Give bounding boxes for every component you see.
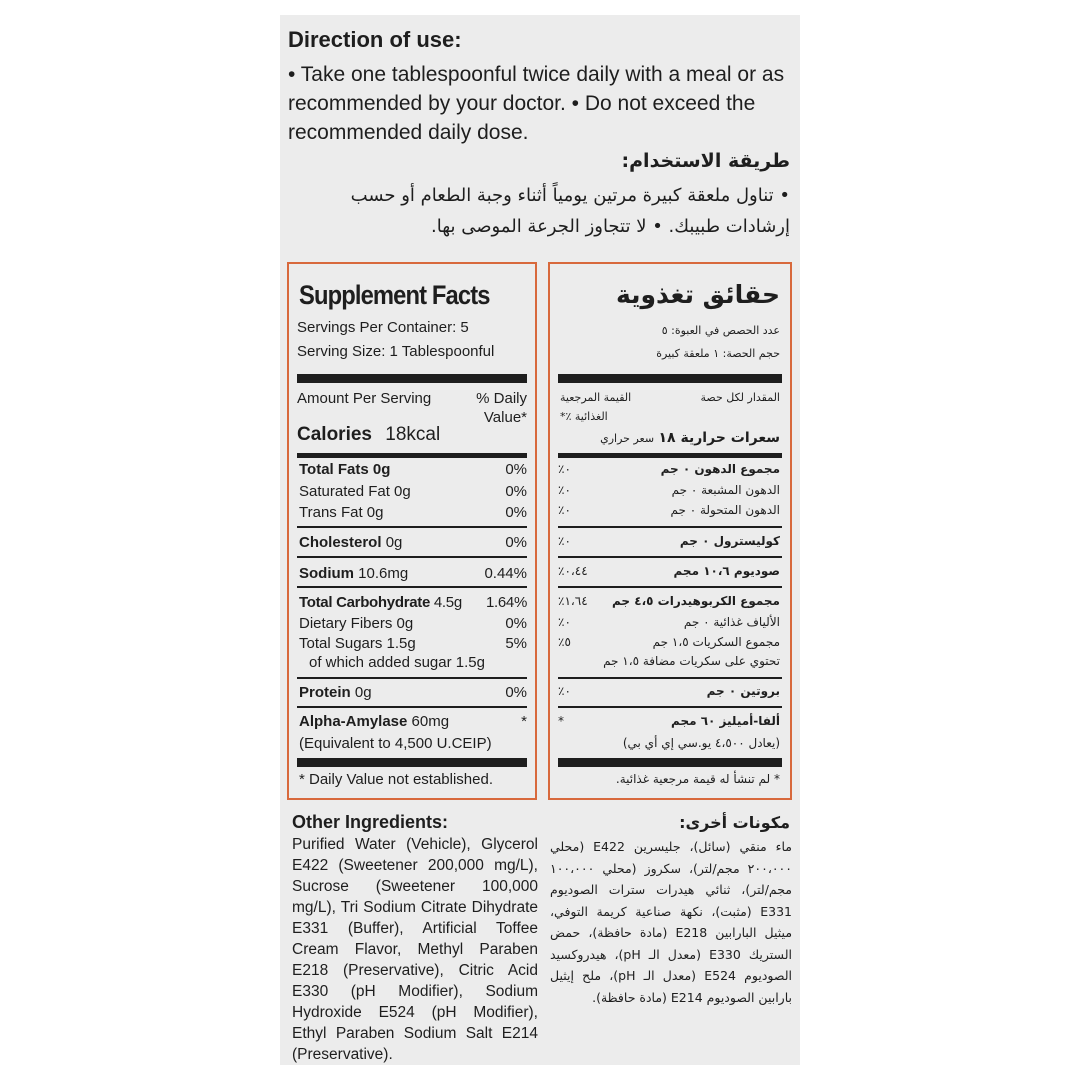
direction-title: Direction of use: — [288, 27, 462, 52]
nutrient-row-ar: (يعادل ٤،٥٠٠ يو.سي إي أي بي) — [622, 736, 780, 750]
serving-size-ar: حجم الحصة: ١ ملعقة كبيرة — [656, 347, 780, 360]
nutrition-facts-title-ar: حقائق تغذوية — [615, 280, 780, 309]
nutrient-row-ar: تحتوي على سكريات مضافة ١،٥ جم — [603, 654, 780, 668]
nutrient-row-ar: كوليسترول ٠ جم ٠٪ — [558, 534, 780, 548]
direction-text-ar: • تناول ملعقة كبيرة مرتين يومياً أثناء وجبة الطعام أو حسب إرشادات طبيبك. • لا تتجاوز الجرعة الموصى بها. — [350, 185, 790, 237]
supplement-facts-title: Supplement Facts — [299, 280, 490, 310]
divider-thick — [297, 758, 527, 767]
divider-thin — [297, 677, 527, 679]
serving-size: Serving Size: 1 Tablespoonful — [297, 343, 495, 360]
nutrient-row: Protein 0g 0% — [299, 684, 527, 701]
other-ingredients-title-ar: مكونات أخرى: — [679, 813, 790, 832]
nutrient-row: Total Fats 0g 0% — [299, 461, 527, 478]
divider-thin — [558, 526, 782, 528]
nutrient-row: Saturated Fat 0g 0% — [299, 483, 527, 500]
nutrient-row: Dietary Fibers 0g 0% — [299, 615, 527, 632]
divider-medium — [297, 453, 527, 458]
divider-thin — [297, 526, 527, 528]
footnote-ar: * لم تنشأ له قيمة مرجعية غذائية. — [615, 772, 780, 786]
nutrient-row-ar: الدهون المتحولة ٠ جم ٠٪ — [558, 503, 780, 517]
calories-label: Calories — [297, 424, 372, 445]
nutrient-row-ar: ألفا-أميليز ٦٠ مجم * — [558, 714, 780, 728]
nutrient-row-ar: الدهون المشبعة ٠ جم ٠٪ — [558, 483, 780, 497]
nutrient-row: Sodium 10.6mg 0.44% — [299, 565, 527, 582]
daily-value-header-2: Value* — [483, 409, 527, 426]
amount-per-serving-ar: المقدار لكل حصة — [700, 391, 780, 404]
divider-thick — [297, 374, 527, 383]
calories-value: 18kcal — [385, 424, 441, 445]
nutrition-facts-panel-ar — [548, 262, 792, 800]
nutrient-row: Total Carbohydrate 4.5g 1.64% — [299, 594, 527, 611]
divider-thick — [558, 758, 782, 767]
nutrient-row-ar: مجموع السكريات ١،٥ جم ٥٪ — [558, 635, 780, 649]
nutrient-row: Alpha-Amylase 60mg * — [299, 713, 527, 730]
servings-per-container-ar: عدد الحصص في العبوة: ٥ — [661, 324, 780, 337]
nutrient-row-ar: مجموع الدهون ٠ جم ٠٪ — [558, 462, 780, 476]
divider-thin — [558, 706, 782, 708]
servings-per-container: Servings Per Container: 5 — [297, 319, 469, 336]
supplement-facts-panel — [287, 262, 537, 800]
divider-thin — [558, 677, 782, 679]
divider-thin — [558, 586, 782, 588]
nutrient-row-ar: مجموع الكربوهيدرات ٤،٥ جم ١،٦٤٪ — [558, 594, 780, 608]
nutrient-row-ar: الألياف غذائية ٠ جم ٠٪ — [558, 615, 780, 629]
footnote: * Daily Value not established. — [299, 771, 494, 788]
direction-title-ar: طريقة الاستخدام: — [621, 150, 790, 172]
nutrient-row-ar: صوديوم ١٠،٦ مجم ٠،٤٤٪ — [558, 564, 780, 578]
divider-thick — [558, 374, 782, 383]
daily-value-header-ar: القيمة المرجعية — [560, 391, 632, 404]
nutrient-row: Cholesterol 0g 0% — [299, 534, 527, 551]
calories-row-ar — [600, 430, 780, 446]
calories-label-ar: سعرات حرارية ١٨ — [658, 430, 780, 446]
calories-row — [297, 424, 440, 446]
nutrient-row: (Equivalent to 4,500 U.CEIP) — [299, 735, 492, 752]
nutrient-row: Trans Fat 0g 0% — [299, 504, 527, 521]
daily-value-header-ar-2: الغذائية ٪* — [560, 410, 608, 423]
nutrient-row: Total Sugars 1.5g 5% — [299, 635, 527, 652]
nutrient-row: of which added sugar 1.5g — [309, 654, 485, 671]
divider-thin — [297, 556, 527, 558]
direction-text: • Take one tablespoonful twice daily with a meal or as recommended by your doctor. • Do not exceed the recommended daily dose. — [288, 63, 785, 144]
daily-value-header: % Daily — [476, 390, 527, 407]
nutrient-row-ar: بروتين ٠ جم ٠٪ — [558, 684, 780, 698]
other-ingredients-text-ar: ماء منقي (سائل)، جليسرين E422 (محلي ٢٠٠،٠٠٠ مجم/لتر)، سكروز (محلي ١٠٠،٠٠٠ مجم/لتر)، ثنائي هيدرات سترات الصوديوم E331 (مثبت)، نكهة صناعية كريمة التوفي، ميثيل البارابين E218 (مادة حافظة)، حمض الستريك E330 (معدل الـ pH)، هيدروكسيد الصوديوم E524 (معدل الـ pH)، ملح إيثيل بارابين الصوديوم E214 (مادة حافظة). — [550, 839, 793, 1005]
calories-value-ar: سعر حراري — [600, 432, 655, 445]
divider-thin — [297, 586, 527, 588]
other-ingredients-title: Other Ingredients: — [292, 812, 449, 832]
divider-medium — [558, 453, 782, 458]
divider-thin — [297, 706, 527, 708]
other-ingredients-text: Purified Water (Vehicle), Glycerol E422 (Sweetener 200,000 mg/L), Sucrose (Sweetener 100,000 mg/L), Tri Sodium Citrate Dihydrate E331 (Buffer), Artificial Toffee Cream Flavor, Methyl Paraben E218 (Preservative), Citric Acid E330 (pH Modifier), Sodium Hydroxide E524 (pH Modifier), Ethyl Paraben Sodium Salt E214 (Preservative). — [292, 836, 538, 1063]
divider-thin — [558, 556, 782, 558]
amount-per-serving: Amount Per Serving — [297, 390, 432, 407]
